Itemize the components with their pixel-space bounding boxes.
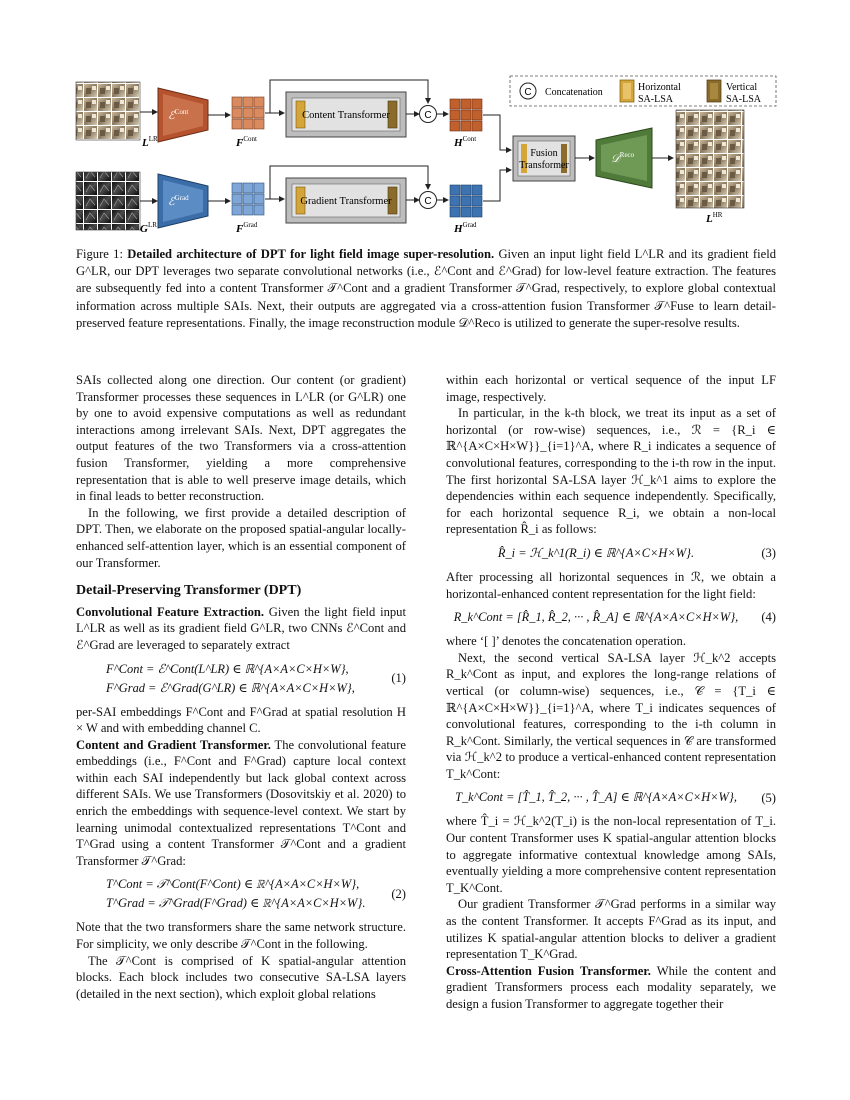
concat-node-gradient (420, 192, 437, 209)
equation-1: F^Cont = ℰ^Cont(L^LR) ∈ ℝ^{A×A×C×H×W}, F^Grad = ℰ^Grad(G^LR) ∈ ℝ^{A×A×C×H×W}, (1) (106, 661, 406, 695)
svg-text:SA-LSA: SA-LSA (726, 94, 762, 105)
h-grad-feature-grid (450, 185, 482, 217)
caption-text: Given an input light field L^LR and its gradient field G^LR, our DPT leverages two separate convolutional networks (i.e., ℰ^Cont and ℰ^Grad) for low-level feature extraction. The features are subsequently fed into a content Transformer 𝒯^Cont and a gradient Transformer 𝒯^Grad, respectively, to explore global contextual information across multiple SAIs. Next, their outputs are aggregated via a cross-attention fusion Transformer 𝒯^Fuse to learn detail-preserved feature representations. Finally, the image reconstruction module 𝒟^Reco is utilized to generate the super-resolve results. (76, 247, 776, 330)
f-cont-label: $F^{Cont}$ (236, 135, 257, 149)
gradient-encoder-label: ℰ$^{Grad}$ (168, 194, 189, 208)
gradient-transformer-label: Gradient Transformer (300, 196, 392, 207)
concat-node-content (420, 106, 437, 123)
right-column (446, 372, 776, 1013)
output-hr-image-grid (676, 110, 744, 208)
equation-2: T^Cont = 𝒯^Cont(F^Cont) ∈ ℝ^{A×A×C×H×W}, T^Grad = 𝒯^Grad(F^Grad) ∈ ℝ^{A×A×C×H×W}. (2) (106, 877, 406, 911)
g-lr-label: $G^{LR}$ (140, 221, 157, 235)
figure-legend (510, 76, 776, 106)
h-cont-feature-grid (450, 99, 482, 131)
subheading-content-gradient: Content and Gradient Transformer. (76, 737, 271, 752)
right-paragraph-5: Next, the second vertical SA-LSA layer ℋ_k^2 accepts R_k^Cont as input, and explores the long-range relations of vertical (or column-wise) sequences, i.e., 𝒞 = {T_i ∈ ℝ^{A×C×H×W}}_{i=1}^A, where T_i indicates sequences of convolutional features, corresponding to the i-th column in R_k^Cont. Similarly, the vertical sequences in 𝒞 are transformed via ℋ_k^2 to produce a vertical-enhanced content representation T_k^Cont: (446, 650, 776, 781)
svg-text:Vertical: Vertical (726, 82, 758, 93)
right-paragraph-1: within each horizontal or vertical sequence of the input LF image, respectively. (446, 373, 776, 404)
l-lr-label: $L^{LR}$ (142, 135, 158, 149)
reconstruction-decoder-label: 𝒟$^{Reco}$ (611, 151, 635, 165)
h-cont-label: $H^{Cont}$ (454, 135, 477, 149)
left-column (76, 372, 406, 1002)
h-grad-label: $H^{Grad}$ (454, 221, 477, 235)
left-paragraph-3: Convolutional Feature Extraction. Given the light field input L^LR as well as its gradient field G^LR, two CNNs ℰ^Cont and ℰ^Grad are leveraged to separately extract (76, 604, 406, 652)
svg-text:C: C (424, 110, 432, 121)
svg-text:Horizontal: Horizontal (638, 82, 681, 93)
left-paragraph-4: per-SAI embeddings F^Cont and F^Grad at spatial resolution H × W and with embedding channel C. (76, 704, 406, 736)
architecture-figure (70, 70, 782, 245)
right-paragraph-7: Our gradient Transformer 𝒯^Grad performs in a similar way as the content Transformer. It accepts F^Grad as its input, and utilizes K spatial-angular attention blocks to deliver a gradient representation T_K^Grad. (446, 897, 776, 962)
content-encoder-label: ℰ$^{Cont}$ (168, 108, 189, 122)
figure-caption (76, 246, 776, 332)
fusion-transformer-block (513, 136, 575, 181)
input-gradient-image-grid (76, 172, 140, 230)
section-heading-dpt: Detail-Preserving Transformer (DPT) (76, 583, 302, 599)
right-paragraph-2: In particular, in the k-th block, we treat its input as a set of horizontal (or row-wise) sequences, i.e., ℛ = {R_i ∈ ℝ^{A×C×H×W}}_{i=1}^A, where R_i indicates a sequence of convolutional features, corresponding to the i-th row in the input. The first horizontal SA-LSA layer ℋ_k^1 aims to explore the dependencies within each sequence independently. Specifically, for each horizontal sequence R_i, we obtain a non-local representation R̂_i as follows: (446, 406, 776, 537)
svg-text:SA-LSA: SA-LSA (638, 94, 674, 105)
left-paragraph-6: Note that the two transformers share the same network structure. For simplicity, we only describe 𝒯^Cont in the following. (76, 920, 406, 952)
right-paragraph-8: Cross-Attention Fusion Transformer. While the content and gradient Transformers process each modality separately, we design a fusion Transformer to aggregate together their (446, 963, 777, 1011)
left-paragraph-5: Content and Gradient Transformer. The convolutional feature embeddings (i.e., F^Cont and F^Grad) capture local context within each SAI independently but lack global context across different SAIs. We use Transformers (Dosovitskiy et al. 2020) to enrich the embeddings with sequence-level context. We start by learning unimodal contextualized representations T^Cont and T^Grad using a content Transformer 𝒯^Cont and a gradient Transformer 𝒯^Grad: (76, 737, 406, 868)
caption-prefix: Figure 1: (76, 247, 123, 261)
left-paragraph-1: SAIs collected along one direction. Our content (or gradient) Transformer processes these sequences in L^LR (or G^LR) one by one to avoid expensive computations as well as redundant interactions among irrelevant SAIs. Next, DPT aggregates the output features of the two Transformers via a cross-attention fusion Transformer, yielding a more comprehensive representation that is able to well preserve image details, which in final leads to better reconstruction. (76, 373, 406, 504)
gradient-transformer-block (286, 178, 406, 223)
svg-text:C: C (424, 196, 432, 207)
left-paragraph-2: In the following, we first provide a detailed description of DPT. Then, we elaborate on the proposed spatial-angular locally-enhanced self-attention layer, which is an essential component of our Transformer. (76, 505, 406, 570)
content-transformer-block (286, 92, 406, 137)
subheading-fusion: Cross-Attention Fusion Transformer. (446, 963, 651, 978)
svg-text:C: C (524, 87, 532, 98)
svg-text:Transformer: Transformer (519, 160, 569, 171)
svg-text:Concatenation: Concatenation (545, 87, 603, 98)
equation-3: R̂_i = ℋ_k^1(R_i) ∈ ℝ^{A×C×H×W}. (3) (497, 545, 776, 561)
content-transformer-label: Content Transformer (302, 110, 390, 121)
equation-4: R_k^Cont = [R̂_1, R̂_2, ··· , R̂_A] ∈ ℝ^{A×A×C×H×W}, (4) (453, 610, 776, 625)
f-grad-feature-grid (232, 183, 264, 215)
f-grad-label: $F^{Grad}$ (236, 221, 258, 235)
l-hr-label: $L^{HR}$ (706, 211, 723, 225)
f-cont-feature-grid (232, 97, 264, 129)
right-paragraph-6: where T̂_i = ℋ_k^2(T_i) is the non-local representation of T_i. Our content Transformer uses K spatial-angular attention blocks to aggregate informative contextual knowledge among SAIs, eventually yielding a more comprehensive content representation T_K^Cont. (446, 814, 776, 895)
input-lr-image-grid (76, 82, 140, 140)
right-paragraph-3: After processing all horizontal sequences in ℛ, we obtain a horizontal-enhanced content representation for the light field: (446, 569, 776, 601)
left-paragraph-7: The 𝒯^Cont is comprised of K spatial-angular attention blocks. Each block includes two consecutive SA-LSA layers (detailed in the next section), which exploit global relations (76, 953, 406, 1001)
caption-title: Detailed architecture of DPT for light field image super-resolution. (127, 247, 495, 261)
equation-5: T_k^Cont = [T̂_1, T̂_2, ··· , T̂_A] ∈ ℝ^{A×A×C×H×W}, (5) (455, 790, 776, 805)
subheading-conv-feature: Convolutional Feature Extraction. (76, 604, 265, 619)
svg-text:Fusion: Fusion (530, 148, 558, 159)
right-paragraph-4: where ‘[ ]’ denotes the concatenation operation. (446, 634, 686, 649)
